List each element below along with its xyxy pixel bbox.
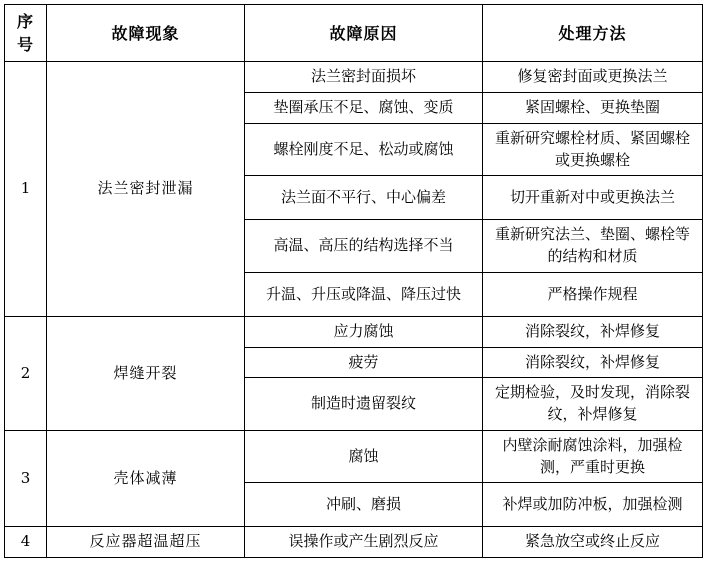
- cell-cause: 法兰面不平行、中心偏差: [245, 176, 483, 220]
- row-phenomenon: 法兰密封泄漏: [47, 62, 245, 317]
- cell-cause: 应力腐蚀: [245, 316, 483, 347]
- column-header-phenomenon: 故障现象: [47, 5, 245, 62]
- cell-fix: 重新研究法兰、垫圈、螺栓等的结构和材质: [483, 220, 703, 273]
- table-body: [5, 62, 703, 558]
- cell-cause: 腐蚀: [245, 430, 483, 483]
- cell-fix: 消除裂纹，补焊修复: [483, 347, 703, 378]
- table-row: [5, 430, 703, 483]
- row-no: 4: [5, 527, 47, 558]
- row-phenomenon: 焊缝开裂: [47, 316, 245, 430]
- table-row: [5, 527, 703, 558]
- cell-cause: 升温、升压或降温、降压过快: [245, 272, 483, 316]
- cell-fix: 定期检验，及时发现，消除裂纹，补焊修复: [483, 378, 703, 431]
- table-row: [5, 62, 703, 93]
- cell-cause: 疲劳: [245, 347, 483, 378]
- row-no: 2: [5, 316, 47, 430]
- cell-fix: 补焊或加防冲板，加强检测: [483, 483, 703, 527]
- cell-fix: 内壁涂耐腐蚀涂料，加强检测，严重时更换: [483, 430, 703, 483]
- table-header-row: [5, 5, 703, 62]
- table-header: [5, 5, 703, 62]
- row-phenomenon: 壳体减薄: [47, 430, 245, 527]
- cell-fix: 紧急放空或终止反应: [483, 527, 703, 558]
- cell-fix: 消除裂纹，补焊修复: [483, 316, 703, 347]
- cell-cause: 垫圈承压不足、腐蚀、变质: [245, 93, 483, 124]
- cell-fix: 严格操作规程: [483, 272, 703, 316]
- row-phenomenon: 反应器超温超压: [47, 527, 245, 558]
- column-header-cause: 故障原因: [245, 5, 483, 62]
- column-header-fix: 处理方法: [483, 5, 703, 62]
- cell-fix: 重新研究螺栓材质、紧固螺栓或更换螺栓: [483, 123, 703, 176]
- cell-fix: 修复密封面或更换法兰: [483, 62, 703, 93]
- column-header-no: 序号: [5, 5, 47, 62]
- cell-fix: 紧固螺栓、更换垫圈: [483, 93, 703, 124]
- table-row: [5, 316, 703, 347]
- cell-fix: 切开重新对中或更换法兰: [483, 176, 703, 220]
- cell-cause: 螺栓刚度不足、松动或腐蚀: [245, 123, 483, 176]
- row-no: 1: [5, 62, 47, 317]
- cell-cause: 制造时遗留裂纹: [245, 378, 483, 431]
- cell-cause: 冲刷、磨损: [245, 483, 483, 527]
- cell-cause: 法兰密封面损坏: [245, 62, 483, 93]
- row-no: 3: [5, 430, 47, 527]
- cell-cause: 高温、高压的结构选择不当: [245, 220, 483, 273]
- fault-handling-table: [4, 4, 703, 558]
- cell-cause: 误操作或产生剧烈反应: [245, 527, 483, 558]
